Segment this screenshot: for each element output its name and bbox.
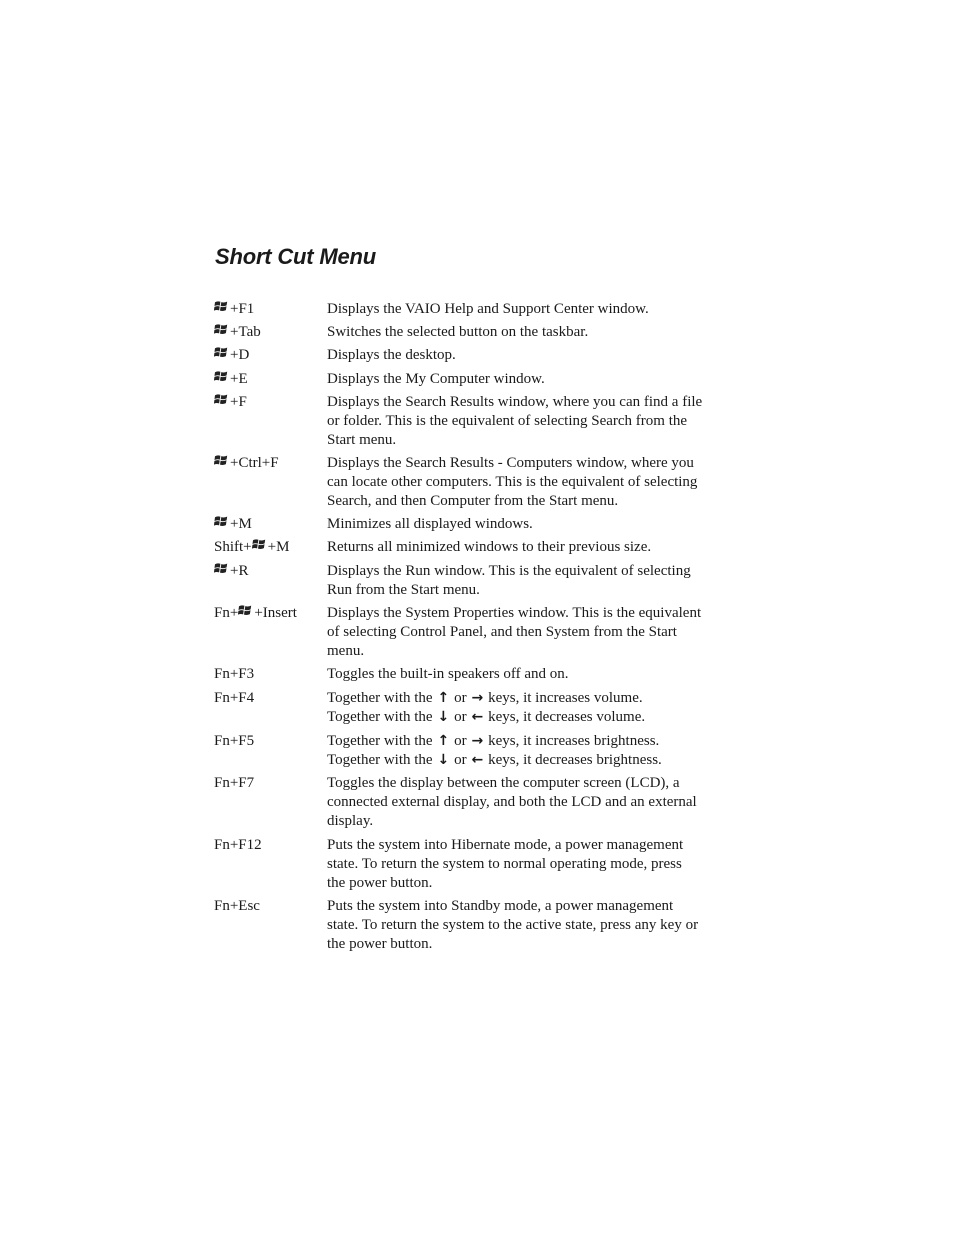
shortcut-description: Switches the selected button on the taskbar. (327, 324, 589, 340)
windows-logo-icon (214, 300, 228, 313)
windows-logo-icon (214, 323, 228, 336)
shortcut-key: Fn+ +Insert (214, 605, 297, 621)
shortcut-key: Shift+ +M (214, 539, 290, 555)
windows-logo-icon (214, 346, 228, 359)
shortcut-description: Displays the System Properties window. This is the equivalent of selecting Control Panel, and then System from the Start menu. (327, 605, 702, 659)
shortcut-description: Toggles the built-in speakers off and on. (327, 666, 569, 682)
shortcut-key: +F1 (214, 300, 327, 319)
shortcut-description: Displays the VAIO Help and Support Center window. (327, 301, 649, 317)
shortcut-key: Fn+F7 (214, 775, 255, 791)
shortcut-key: +D (214, 346, 327, 365)
description-line: Together with the ↑ or → keys, it increases brightness. (327, 733, 660, 749)
shortcut-key: +M (214, 515, 327, 534)
shortcut-key: +Tab (214, 323, 327, 342)
shortcut-row (214, 665, 714, 684)
shortcut-key: +E (214, 370, 327, 389)
shortcut-row (214, 836, 714, 893)
shortcut-row (214, 774, 714, 831)
shortcut-description: Minimizes all displayed windows. (327, 516, 533, 532)
shortcut-description: Puts the system into Hibernate mode, a power management state. To return the system to normal operating mode, press the power button. (327, 837, 684, 891)
windows-logo-icon (214, 454, 228, 467)
description-line: Together with the ↓ or ← keys, it decreases volume. (327, 709, 646, 725)
shortcut-description (327, 689, 703, 727)
shortcut-description: Displays the Search Results - Computers window, where you can locate other computers. This is the equivalent of selecting Search, and then Computer from the Start menu. (327, 455, 698, 509)
arrow-left-icon: ← (471, 709, 484, 725)
shortcut-key: Fn+F5 (214, 733, 255, 749)
windows-logo-icon (252, 538, 266, 551)
windows-logo-icon (214, 370, 228, 383)
shortcut-row (214, 393, 714, 450)
shortcut-row (214, 454, 714, 511)
shortcut-row (214, 689, 714, 727)
page-title: Short Cut Menu (215, 244, 376, 269)
shortcut-description (327, 732, 703, 770)
shortcut-row (214, 732, 714, 770)
shortcut-key: Fn+F4 (214, 690, 255, 706)
shortcut-description: Displays the Run window. This is the equivalent of selecting Run from the Start menu. (327, 563, 691, 598)
shortcut-key: Fn+F12 (214, 837, 262, 853)
shortcut-row (214, 515, 714, 534)
shortcut-key: Fn+F3 (214, 666, 255, 682)
arrow-down-icon: ↓ (437, 709, 450, 725)
windows-logo-icon (238, 604, 252, 617)
shortcut-row (214, 323, 714, 342)
shortcut-description: Displays the Search Results window, where you can find a file or folder. This is the equivalent of selecting Search from the Start menu. (327, 394, 703, 448)
shortcut-key: Fn+Esc (214, 898, 260, 914)
shortcut-table (214, 300, 714, 954)
windows-logo-icon (214, 562, 228, 575)
shortcut-key: +R (214, 562, 327, 600)
shortcut-key: +F (214, 393, 327, 450)
shortcut-description: Toggles the display between the computer screen (LCD), a connected external display, and both the LCD and an external display. (327, 775, 697, 829)
arrow-up-icon: ↑ (437, 733, 450, 749)
shortcut-row (214, 604, 714, 661)
arrow-right-icon: → (471, 733, 484, 749)
arrow-left-icon: ← (471, 752, 484, 768)
description-line: Together with the ↑ or → keys, it increases volume. (327, 690, 643, 706)
arrow-up-icon: ↑ (437, 690, 450, 706)
shortcut-row (214, 562, 714, 600)
shortcut-description: Displays the desktop. (327, 347, 456, 363)
windows-logo-icon (214, 515, 228, 528)
description-line: Together with the ↓ or ← keys, it decreases brightness. (327, 752, 662, 768)
shortcut-description: Returns all minimized windows to their previous size. (327, 539, 652, 555)
arrow-down-icon: ↓ (437, 752, 450, 768)
shortcut-row (214, 538, 714, 557)
shortcut-description: Displays the My Computer window. (327, 371, 545, 387)
shortcut-row (214, 346, 714, 365)
arrow-right-icon: → (471, 690, 484, 706)
shortcut-row (214, 300, 714, 319)
windows-logo-icon (214, 393, 228, 406)
shortcut-row (214, 897, 714, 954)
shortcut-description: Puts the system into Standby mode, a power management state. To return the system to the active state, press any key or the power button. (327, 898, 699, 952)
shortcut-row (214, 370, 714, 389)
shortcut-key: +Ctrl+F (214, 454, 327, 511)
